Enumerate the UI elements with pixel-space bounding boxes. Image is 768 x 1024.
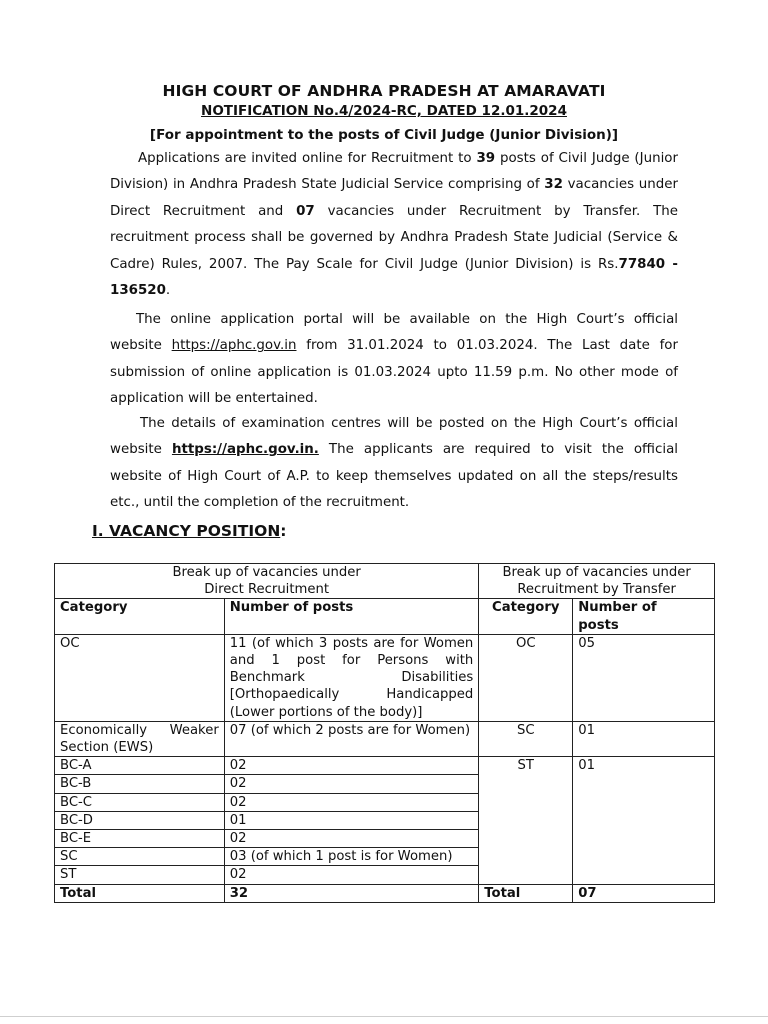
total-transfer-posts: 07 bbox=[573, 884, 715, 902]
transfer-row-category: OC bbox=[479, 634, 573, 721]
row-category: BC-E bbox=[55, 830, 225, 848]
direct-group-line-2: Direct Recruitment bbox=[204, 582, 329, 598]
row-posts: 01 bbox=[224, 811, 479, 829]
row-posts: 02 bbox=[224, 830, 479, 848]
portal-text-1: The online application portal will be available on the High Court’s official website bbox=[110, 312, 678, 354]
intro-text-1: Applications are invited online for Recruitment to bbox=[138, 151, 477, 166]
column-header-transfer-number bbox=[573, 599, 715, 634]
row-category: ST bbox=[55, 866, 225, 884]
direct-recruitment-group-header bbox=[55, 564, 479, 599]
row-posts: 02 bbox=[224, 775, 479, 793]
centres-website-link[interactable]: https://aphc.gov.in. bbox=[171, 442, 319, 458]
vacancy-heading-colon: : bbox=[280, 522, 287, 540]
table-total-row bbox=[55, 884, 715, 902]
column-header-number-of-posts: Number of posts bbox=[224, 599, 479, 634]
table-group-header-row bbox=[55, 564, 715, 599]
intro-text-3: vacancies under Direct Recruitment and bbox=[110, 177, 678, 219]
total-direct-posts: 32 bbox=[224, 884, 479, 902]
vacancy-heading-label: I. VACANCY POSITION bbox=[92, 522, 281, 540]
column-header-transfer-category: Category bbox=[479, 599, 573, 634]
total-transfer-label: Total bbox=[479, 884, 573, 902]
pay-scale: 77840 - 136520 bbox=[110, 256, 678, 299]
column-header-category: Category bbox=[55, 599, 225, 634]
notification-subject: [For appointment to the posts of Civil Judge (Junior Division)] bbox=[149, 127, 619, 143]
transfer-row-posts: 01 bbox=[573, 757, 715, 884]
notification-number: NOTIFICATION No.4/2024-RC, DATED 12.01.2024 bbox=[201, 103, 567, 119]
vacancy-section-heading bbox=[92, 522, 287, 540]
centres-text-1: The details of examination centres will be posted on the High Court’s official website bbox=[110, 416, 678, 458]
transfer-posts-count: 07 bbox=[296, 203, 315, 219]
row-category: BC-C bbox=[55, 793, 225, 811]
intro-text-2: posts of Civil Judge (Junior Division) in Andhra Pradesh State Judicial Service comprising of bbox=[110, 151, 679, 193]
intro-text-5: . bbox=[165, 283, 171, 299]
table-row bbox=[55, 634, 715, 721]
intro-text-4: vacancies under Recruitment by Transfer. The recruitment process shall be governed by Andhra Pradesh State Judicial (Service & Cadre) Rules, 2007. The Pay Scale for Civil Judge (Junior Division) is Rs. bbox=[110, 203, 678, 272]
transfer-group-line-2: Recruitment by Transfer bbox=[517, 582, 676, 598]
row-posts: 02 bbox=[224, 793, 479, 811]
centres-text-2: The applicants are required to visit the official website of High Court of A.P. to keep themselves updated on all the steps/results etc., until the completion of the recruitment. bbox=[110, 442, 678, 511]
centres-paragraph bbox=[110, 411, 678, 517]
portal-text-2: from 31.01.2024 to 01.03.2024. The Last date for submission of online application is 01.03.2024 upto 11.59 p.m. No other mode of application will be entertained. bbox=[110, 338, 679, 407]
row-category: OC bbox=[55, 634, 225, 721]
direct-group-line-1: Break up of vacancies under bbox=[172, 565, 361, 580]
transfer-row-posts: 05 bbox=[573, 634, 715, 721]
transfer-number-line-1: Number of bbox=[578, 600, 657, 616]
row-category: Economically Weaker Section (EWS) bbox=[55, 721, 225, 756]
row-category: BC-B bbox=[55, 775, 225, 793]
transfer-row-category: SC bbox=[479, 721, 573, 756]
transfer-recruitment-group-header bbox=[479, 564, 715, 599]
transfer-number-line-2: posts bbox=[578, 617, 619, 633]
direct-posts-count: 32 bbox=[544, 177, 563, 193]
row-posts: 11 (of which 3 posts are for Women and 1 post for Persons with Benchmark Disabilities [Orthopaedically Handicapped (Lower portions of the body)] bbox=[224, 634, 479, 721]
vacancy-table bbox=[54, 563, 715, 903]
row-category: SC bbox=[55, 848, 225, 866]
row-posts: 02 bbox=[224, 866, 479, 884]
table-row bbox=[55, 721, 715, 756]
row-category: BC-D bbox=[55, 811, 225, 829]
row-posts: 07 (of which 2 posts are for Women) bbox=[224, 721, 479, 756]
page-bottom-divider bbox=[0, 1016, 768, 1017]
row-posts: 02 bbox=[224, 757, 479, 775]
transfer-row-posts: 01 bbox=[573, 721, 715, 756]
court-title: HIGH COURT OF ANDHRA PRADESH AT AMARAVATI bbox=[162, 82, 606, 100]
portal-website-link[interactable]: https://aphc.gov.in bbox=[171, 338, 297, 354]
row-category: BC-A bbox=[55, 757, 225, 775]
total-label: Total bbox=[55, 884, 225, 902]
transfer-group-line-1: Break up of vacancies under bbox=[502, 565, 691, 580]
total-posts-count: 39 bbox=[476, 151, 496, 166]
row-posts: 03 (of which 1 post is for Women) bbox=[224, 848, 479, 866]
intro-paragraph bbox=[110, 146, 678, 304]
table-column-header-row bbox=[55, 599, 715, 634]
table-row bbox=[55, 757, 715, 775]
transfer-row-category: ST bbox=[479, 757, 573, 884]
portal-paragraph bbox=[110, 307, 678, 413]
